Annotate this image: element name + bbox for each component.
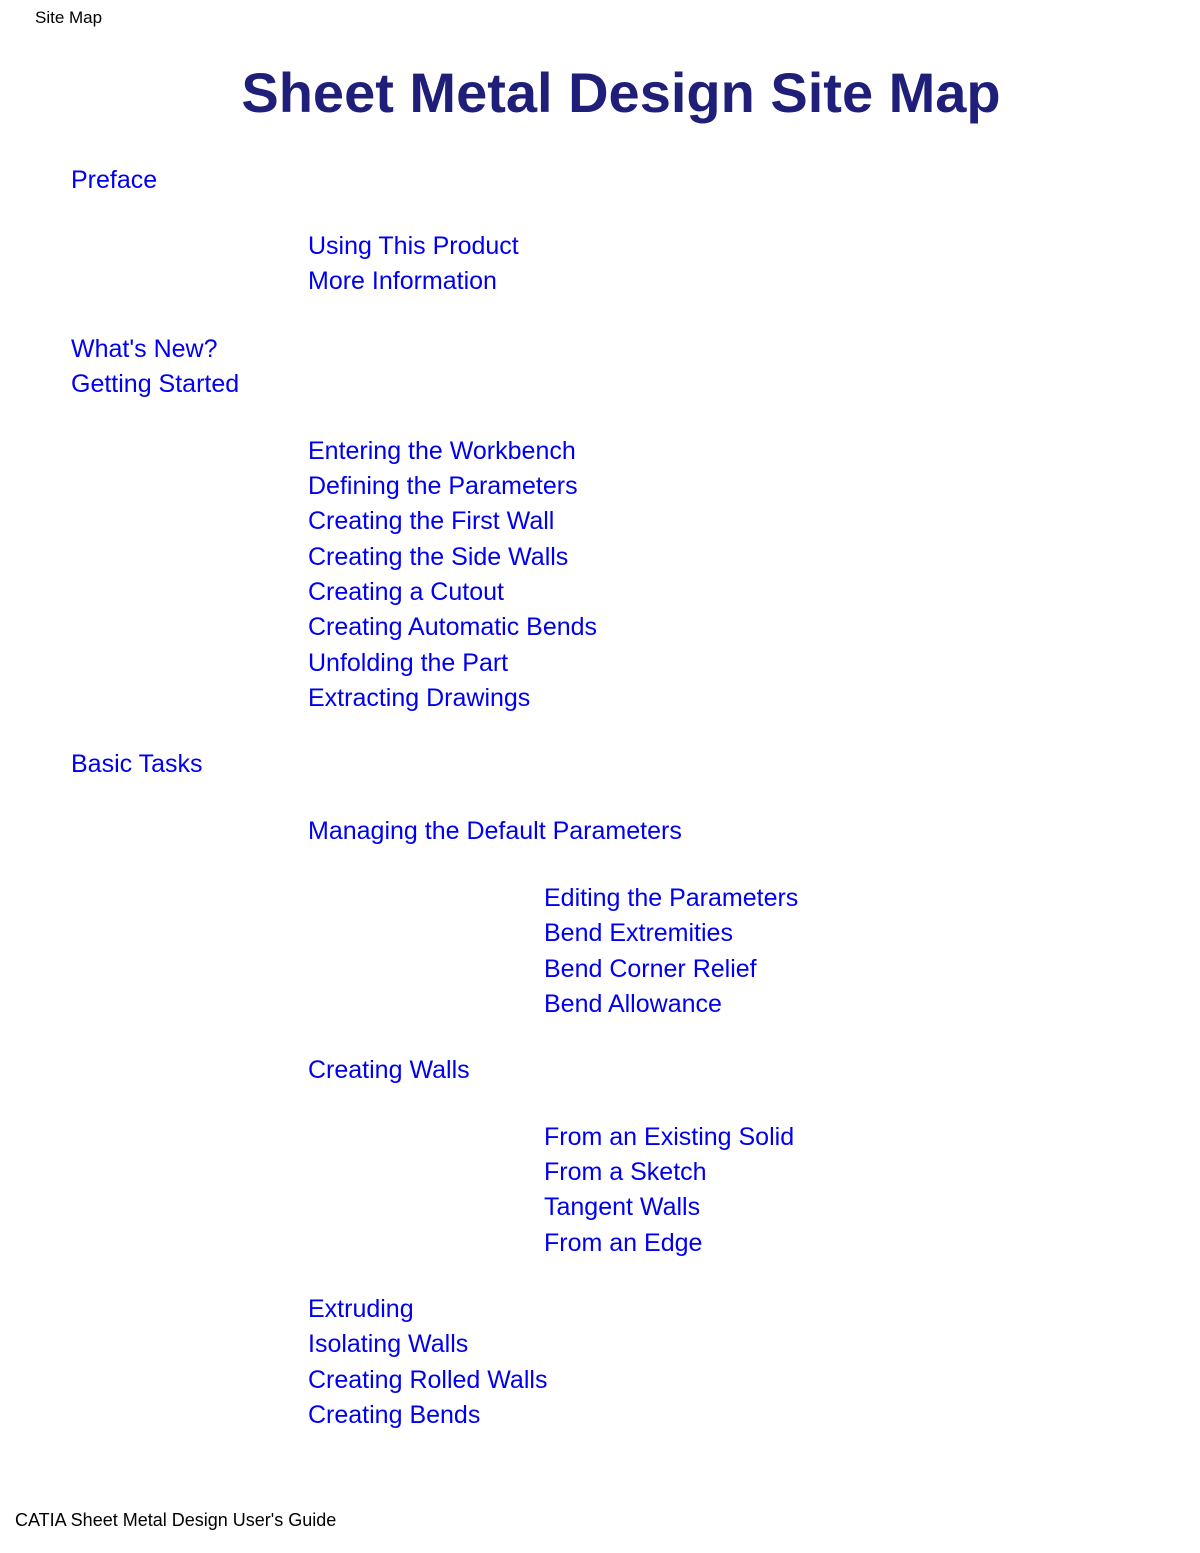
- link-managing-the-default-parameters[interactable]: Managing the Default Parameters: [308, 817, 682, 845]
- link-editing-the-parameters[interactable]: Editing the Parameters: [544, 884, 799, 912]
- link-creating-the-first-wall[interactable]: Creating the First Wall: [308, 507, 555, 535]
- link-whats-new[interactable]: What's New?: [71, 335, 218, 363]
- link-creating-a-cutout[interactable]: Creating a Cutout: [308, 578, 504, 606]
- link-extracting-drawings[interactable]: Extracting Drawings: [308, 684, 531, 712]
- link-from-an-edge[interactable]: From an Edge: [544, 1229, 703, 1257]
- link-defining-the-parameters[interactable]: Defining the Parameters: [308, 472, 578, 500]
- link-from-a-sketch[interactable]: From a Sketch: [544, 1158, 707, 1186]
- link-extruding[interactable]: Extruding: [308, 1295, 414, 1323]
- link-using-this-product[interactable]: Using This Product: [308, 232, 519, 260]
- link-bend-allowance[interactable]: Bend Allowance: [544, 990, 722, 1018]
- link-basic-tasks[interactable]: Basic Tasks: [71, 750, 203, 778]
- link-bend-extremities[interactable]: Bend Extremities: [544, 919, 733, 947]
- link-getting-started[interactable]: Getting Started: [71, 370, 240, 398]
- link-isolating-walls[interactable]: Isolating Walls: [308, 1330, 469, 1358]
- running-footer: CATIA Sheet Metal Design User's Guide: [15, 1510, 337, 1530]
- link-from-an-existing-solid[interactable]: From an Existing Solid: [544, 1123, 795, 1151]
- link-creating-automatic-bends[interactable]: Creating Automatic Bends: [308, 613, 598, 641]
- link-preface[interactable]: Preface: [71, 166, 158, 194]
- link-creating-rolled-walls[interactable]: Creating Rolled Walls: [308, 1366, 548, 1394]
- link-creating-bends[interactable]: Creating Bends: [308, 1401, 481, 1429]
- link-more-information[interactable]: More Information: [308, 267, 497, 295]
- link-creating-the-side-walls[interactable]: Creating the Side Walls: [308, 543, 569, 571]
- link-bend-corner-relief[interactable]: Bend Corner Relief: [544, 955, 757, 983]
- link-tangent-walls[interactable]: Tangent Walls: [544, 1193, 701, 1221]
- link-unfolding-the-part[interactable]: Unfolding the Part: [308, 649, 509, 677]
- page-title: Sheet Metal Design Site Map: [241, 61, 1001, 124]
- link-entering-the-workbench[interactable]: Entering the Workbench: [308, 437, 576, 465]
- running-header: Site Map: [35, 8, 103, 27]
- link-creating-walls[interactable]: Creating Walls: [308, 1056, 470, 1084]
